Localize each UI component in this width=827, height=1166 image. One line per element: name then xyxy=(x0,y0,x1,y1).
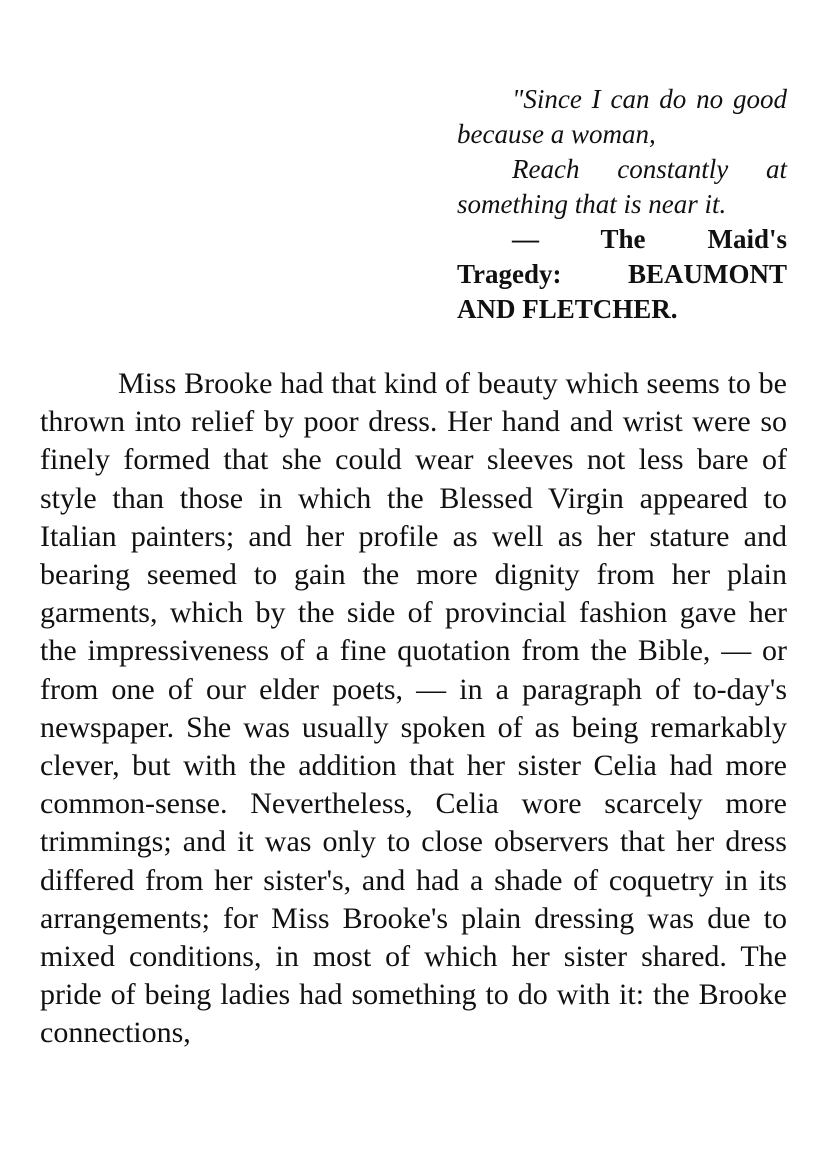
body-paragraph: Miss Brooke had that kind of beauty which seems to be thrown into relief by poor dress. Her hand and wrist were so finely formed that she could wear sleeves not less bare of style than those in which the Blessed Virgin appeared to Italian painters; and her profile as well as her stature and bearing seemed to gain the more dignity from her plain garments, which by the side of provincial fashion gave her the impressiveness of a fine quotation from the Bible, — or from one of our elder poets, — in a paragraph of to-day's newspaper. She was usually spoken of as being remarkably clever, but with the addition that her sister Celia had more common-sense. Nevertheless, Celia wore scarcely more trimmings; and it was only to close observers that her dress differed from her sister's, and had a shade of coquetry in its arrangements; for Miss Brooke's plain dressing was due to mixed conditions, in most of which her sister shared. The pride of being ladies had something to do with it: the Brooke connections, xyxy=(40,367,787,1050)
epigraph xyxy=(457,82,787,327)
epigraph-attribution: — The Maid's Tragedy: BEAUMONT AND FLETCHER. xyxy=(457,224,787,324)
epigraph-line: Reach constantly at something that is near it. xyxy=(457,154,787,219)
epigraph-line: "Since I can do no good because a woman, xyxy=(457,84,787,149)
